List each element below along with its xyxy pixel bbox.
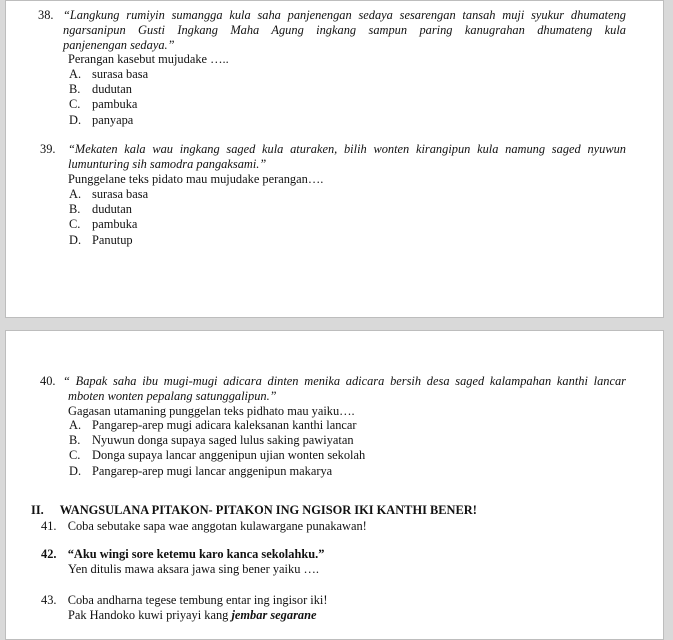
options-list bbox=[69, 187, 148, 248]
option-c: C. pambuka bbox=[69, 217, 138, 232]
option-b: B. Nyuwun donga supaya saged lulus saking pawiyatan bbox=[69, 433, 354, 448]
question-number: 38. bbox=[38, 8, 54, 22]
question-stem-line: “Mekaten kala wau ingkang saged kula aturaken, bilih wonten kirangipun kula namung saged nyuwun bbox=[68, 142, 626, 156]
question-number: 42. bbox=[41, 547, 57, 561]
question-42 bbox=[41, 547, 324, 562]
question-sentence bbox=[68, 608, 316, 623]
option-d: D. panyapa bbox=[69, 112, 134, 127]
section-numeral: II. bbox=[31, 503, 44, 517]
question-text: “Aku wingi sore ketemu karo kanca sekolahku.” bbox=[67, 547, 325, 561]
question-number: 40. bbox=[40, 374, 56, 388]
question-prompt: Perangan kasebut mujudake ….. bbox=[68, 52, 229, 66]
question-number: 43. bbox=[41, 593, 57, 607]
question-43 bbox=[41, 593, 328, 608]
question-stem-line: lumunturing sih samodra pangaksami.” bbox=[68, 157, 267, 171]
option-d: D. Panutup bbox=[69, 232, 133, 247]
question-number: 39. bbox=[40, 142, 56, 156]
page-2 bbox=[5, 330, 664, 640]
question-prompt: Gagasan utamaning punggelan teks pidhato mau yaiku…. bbox=[68, 404, 355, 418]
question-stem-line: mboten wonten pepalang satunggalipun.” bbox=[68, 389, 277, 403]
options-list bbox=[69, 418, 365, 479]
question-stem-line: “Langkung rumiyin sumangga kula saha panjenengan sedaya sesarengan tansah muji syukur dhumateng bbox=[63, 8, 626, 22]
question-text: Coba sebutake sapa wae anggotan kulawargane punakawan! bbox=[67, 519, 367, 533]
option-b: B. dudutan bbox=[69, 202, 132, 217]
section-title: WANGSULANA PITAKON- PITAKON ING NGISOR IKI KANTHI BENER! bbox=[59, 503, 477, 517]
option-c: C. Donga supaya lancar anggenipun ujian wonten sekolah bbox=[69, 448, 366, 463]
section-heading bbox=[31, 503, 477, 518]
question-stem-line: panjenengan sedaya.” bbox=[63, 38, 175, 52]
sentence-prefix: Pak Handoko kuwi priyayi kang bbox=[68, 608, 232, 622]
question-number: 41. bbox=[41, 519, 57, 533]
question-prompt: Yen ditulis mawa aksara jawa sing bener yaiku …. bbox=[68, 562, 319, 576]
question-41 bbox=[41, 519, 367, 534]
question-stem-line: ngarsanipun Gusti Ingkang Maha Agung ingkang sampun paring kanugrahan dhumateng kula bbox=[63, 23, 626, 37]
question-text: Coba andharna tegese tembung entar ing ingisor iki! bbox=[67, 593, 328, 607]
option-a: A. Pangarep-arep mugi adicara kaleksanan kanthi lancar bbox=[69, 418, 357, 432]
sentence-emphasis: jembar segarane bbox=[231, 608, 317, 622]
option-c: C. pambuka bbox=[69, 97, 138, 112]
question-prompt: Punggelane teks pidato mau mujudake perangan…. bbox=[68, 172, 324, 186]
options-list bbox=[69, 67, 148, 128]
option-a: A. surasa basa bbox=[69, 67, 149, 81]
question-stem-line: “ Bapak saha ibu mugi-mugi adicara dinten menika adicara bersih desa saged kalampahan kanthi lancar bbox=[63, 374, 626, 388]
option-b: B. dudutan bbox=[69, 82, 132, 97]
page-1 bbox=[5, 0, 664, 318]
option-a: A. surasa basa bbox=[69, 187, 149, 201]
option-d: D. Pangarep-arep mugi lancar anggenipun makarya bbox=[69, 463, 333, 478]
